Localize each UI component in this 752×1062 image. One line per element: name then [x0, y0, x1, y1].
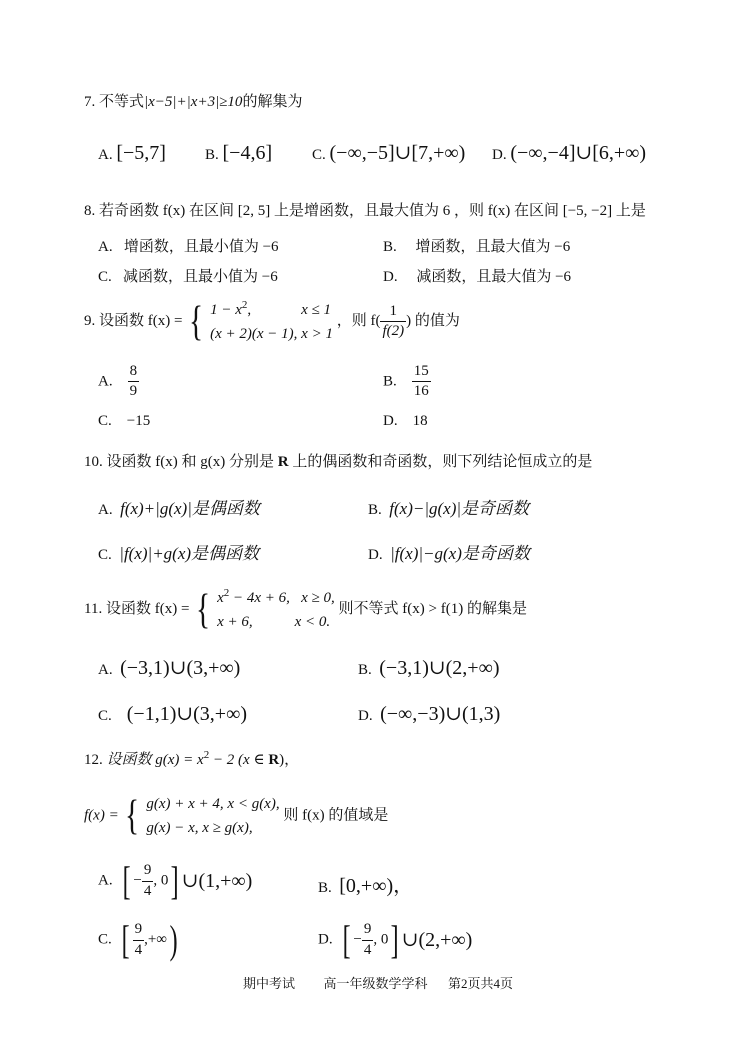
q12-number: 12.: [84, 752, 103, 768]
q11-option-a: A. (−3,1)∪(3,+∞): [98, 657, 241, 679]
q9-brace: {: [189, 298, 204, 345]
q11-stem: 11. 设函数 f(x) = { $x^2 - 4x + 6$, x ≥ 0, x + 6, x < 0. 则不等式 f(x) > f(1) 的解集是: [84, 586, 527, 633]
q9-piecewise: $1 - x^2$, x ≤ 1 (x + 2)(x − 1), x > 1: [210, 299, 333, 342]
page-footer: [243, 977, 513, 990]
q12-option-c: C. [ $\frac{9}{4}$ ,+∞): [98, 917, 178, 962]
q12-option-a: A. [ − $\frac{9}{4}$ , 0] ∪(1,+∞): [98, 858, 253, 903]
q8-number: 8.: [84, 203, 96, 219]
q9-fraction: $\frac{1}{f(2)}$: [382, 302, 405, 339]
q7-stem: 7. 不等式|x−5|+|x+3|≥10的解集为: [84, 94, 303, 110]
q8-option-b: B. 增函数，且最大值为 −6: [383, 239, 571, 255]
q12-option-b: B. [0,+∞)，: [318, 875, 414, 897]
q7-option-c: C. (−∞,−5]∪[7,+∞): [312, 142, 466, 164]
q9-stem: 9. 设函数 f(x) = { $1 - x^2$, x ≤ 1 (x + 2)(x − 1), x > 1 ，则 f( $\frac{1}{f(2)}$ ) 的值为: [84, 298, 460, 345]
q7-option-a: A. [−5,7]: [98, 142, 166, 164]
q11-number: 11.: [84, 600, 103, 617]
q8-stem: 8. 若奇函数 f(x) 在区间 [2, 5] 上是增函数，且最大值为 6 ，则 f(x) 在区间 [−5, −2] 上是: [84, 203, 646, 219]
q7-expression: |x−5|+|x+3|≥10: [144, 94, 243, 110]
footer-subject: 高一年级数学学科: [323, 976, 428, 991]
q10-option-b: B. f(x)−|g(x)|是奇函数: [368, 499, 530, 518]
footer-exam: 期中考试: [243, 976, 296, 991]
q11-option-c: C. (−1,1)∪(3,+∞): [98, 703, 247, 725]
q11-piecewise: $x^2 - 4x + 6$, x ≥ 0, x + 6, x < 0.: [217, 587, 335, 630]
q12-brace: {: [125, 793, 140, 839]
q10-option-d: D. |f(x)|−g(x)是奇函数: [368, 544, 530, 563]
q7-option-b: B. [−4,6]: [205, 142, 273, 164]
q9-option-c: C. −15: [98, 413, 151, 429]
q12-stem: 12. 设函数 $g(x) = x^2 - 2$ (x ∈ R)，: [84, 749, 300, 768]
q9-number: 9.: [84, 312, 96, 329]
q10-number: 10.: [84, 454, 103, 470]
q8-option-a: A. 增函数，且最小值为 −6: [98, 239, 279, 255]
q11-option-d: D. (−∞,−3)∪(1,3): [358, 703, 501, 725]
footer-page-number: 第2页共4页: [448, 976, 514, 991]
q7-option-d: D. (−∞,−4]∪[6,+∞): [492, 142, 647, 164]
q7-number: 7.: [84, 94, 96, 110]
q8-option-c: C. 减函数，且最小值为 −6: [98, 269, 278, 285]
q11-option-b: B. (−3,1)∪(2,+∞): [358, 657, 500, 679]
q12-piecewise: g(x) + x + 4, x < g(x), g(x) − x, x ≥ g(x),: [146, 796, 280, 836]
q12-option-d: D. [ − $\frac{9}{4}$ , 0] ∪(2,+∞): [318, 917, 473, 962]
q9-option-b: B. $\frac{15}{16}$: [383, 363, 429, 400]
q12-definition: f(x) = { g(x) + x + 4, x < g(x), g(x) − x, x ≥ g(x), 则 f(x) 的值域是: [84, 793, 389, 839]
q10-option-c: C. |f(x)|+g(x)是偶函数: [98, 544, 260, 563]
q11-brace: {: [196, 586, 211, 633]
q9-option-d: D. 18: [383, 413, 428, 429]
q9-option-a: A. $\frac{8}{9}$: [98, 363, 138, 400]
q10-stem: 10. 设函数 f(x) 和 g(x) 分别是 R 上的偶函数和奇函数，则下列结论恒成立的是: [84, 454, 593, 470]
q10-option-a: A. f(x)+|g(x)|是偶函数: [98, 499, 260, 518]
q8-option-d: D. 减函数，且最大值为 −6: [383, 269, 572, 285]
